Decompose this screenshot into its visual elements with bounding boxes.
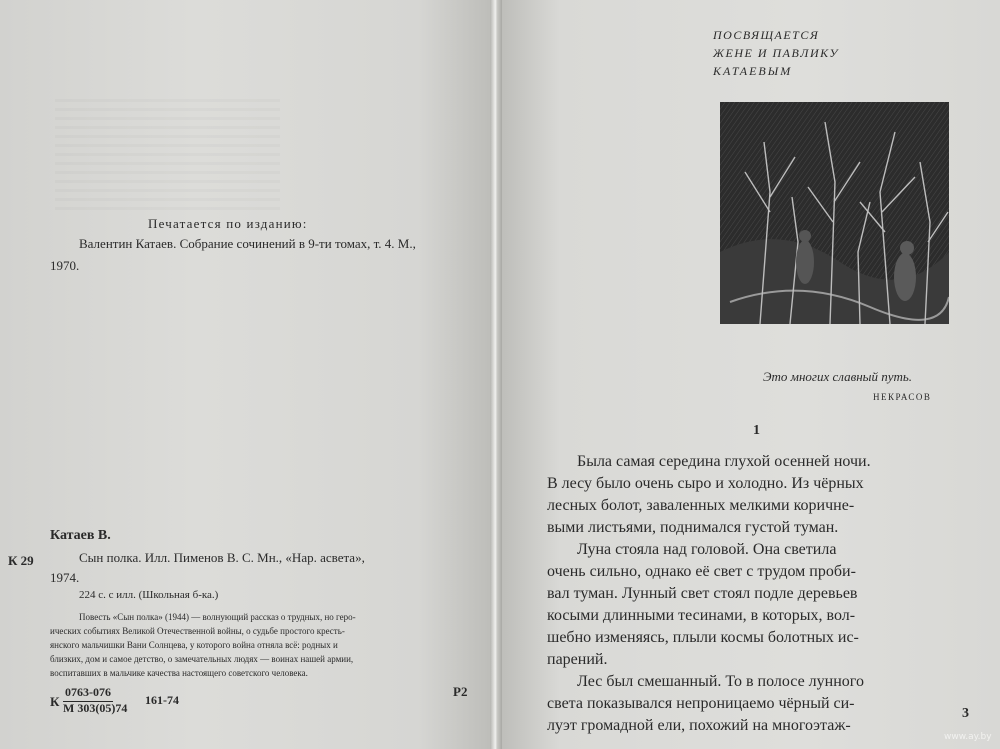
site-watermark: www.ay.by [944,732,992,742]
index-code: Р2 [453,684,468,699]
body-text-line: вал туман. Лунный свет стоял подле деревьев [547,585,858,602]
forest-illustration [720,102,949,324]
author-name: Катаев В. [50,528,111,543]
page-number: 3 [962,706,969,721]
body-text-line: луэт громадной ели, похожий на многоэтаж- [547,717,851,734]
annotation-line: ических событиях Великой Отечественной войны, о судьбе простого кресть- [50,626,345,636]
body-text-line: шебно изменяясь, плыли космы болотных ис- [547,629,859,646]
bibliographic-line-1: Сын полка. Илл. Пименов В. С. Мн., «Нар. асвета», [79,550,365,565]
body-text-line: Была самая середина глухой осенней ночи. [577,453,871,470]
source-line-1: Валентин Катаев. Собрание сочинений в 9-ти томах, т. 4. М., [79,236,416,251]
annotation-line: близких, дом и самое детство, о замечательных людях — воинах нашей армии, [50,654,354,664]
dedication-line-1: ПОСВЯЩАЕТСЯ [713,28,820,42]
show-through-ghost [55,95,280,210]
dedication-line-3: КАТАЕВЫМ [713,64,793,78]
pages-line: 224 с. с илл. (Школьная б-ка.) [79,589,219,601]
bbk-tail: 161-74 [145,693,179,707]
dedication-line-2: ЖЕНЕ И ПАВЛИКУ [713,46,839,60]
body-text-line: очень сильно, однако её свет с трудом проби- [547,563,856,580]
book-gutter [490,0,502,749]
body-text-line: выми листьями, поднимался густой туман. [547,519,839,536]
epigraph: Это многих славный путь. [763,369,913,384]
annotation-line: воспитавших в мальчике качества настоящего советского человека. [50,668,308,678]
body-text-line: света показывался непроницаемо чёрный си- [547,695,855,712]
annotation-line: янского мальчишки Вани Солнцева, у которого война отняла всё: родных и [50,640,338,650]
chapter-number: 1 [753,423,760,438]
body-text-line: Лес был смешанный. То в полосе лунного [577,673,864,690]
body-text-line: В лесу было очень сыро и холодно. Из чёрных [547,475,864,492]
body-text-line: лесных болот, заваленных мелкими коричне- [547,497,855,514]
bibliographic-line-2: 1974. [50,570,80,585]
bbk-denominator: М 303(05)74 [63,701,128,715]
left-page [0,0,492,749]
body-text-line: косыми длинными тесинами, в которых, вол- [547,607,856,624]
body-text-line: парений. [547,651,608,668]
source-line-2: 1970. [50,258,80,273]
bbk-k: К [50,694,60,709]
epigraph-author: НЕКРАСОВ [873,392,932,402]
call-number: К 29 [8,553,34,568]
bbk-numerator: 0763-076 [63,685,113,702]
annotation-line: Повесть «Сын полка» (1944) — волнующий рассказ о трудных, но геро- [79,612,356,622]
body-text-line: Луна стояла над головой. Она светила [577,541,837,558]
source-heading: Печатается по изданию: [148,216,308,231]
